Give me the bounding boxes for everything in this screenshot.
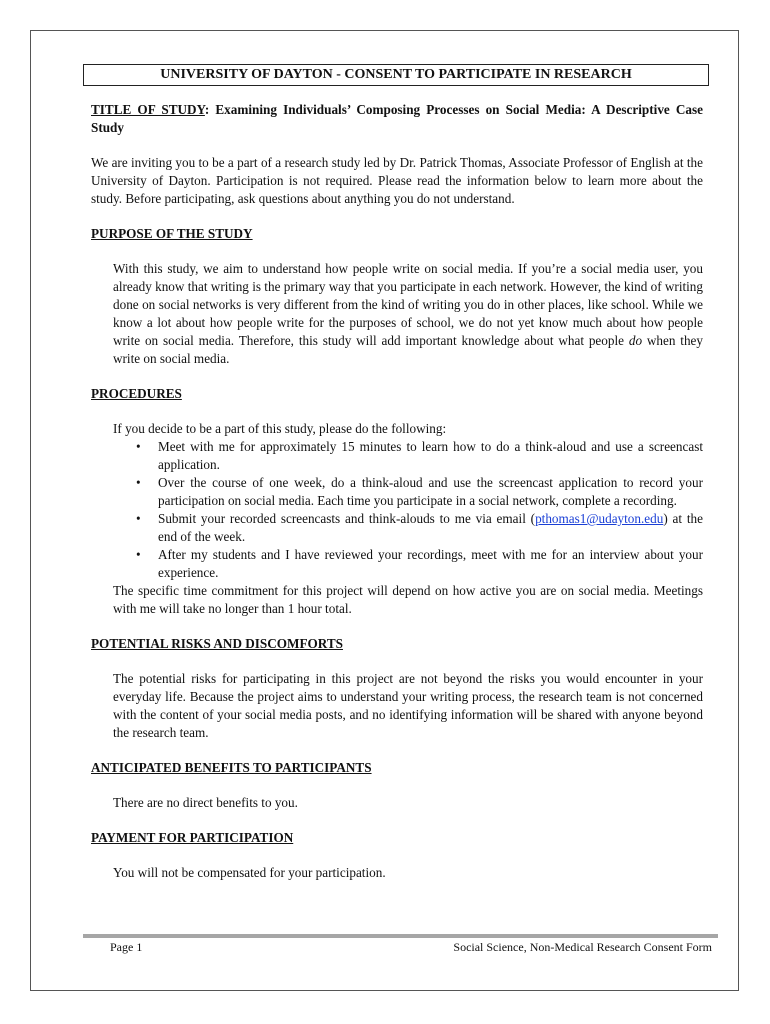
list-item: • Over the course of one week, do a think-aloud and use the screencast application to record your participation on social media. Each time you participate in a social network, complete a recording.: [136, 475, 703, 508]
payment-heading: PAYMENT FOR PARTICIPATION: [91, 830, 294, 845]
bullet-icon: •: [136, 547, 141, 562]
study-title-text: : Examining Individuals’ Composing Processes on Social Media: A Descriptive Case Study: [91, 102, 703, 135]
email-link[interactable]: pthomas1@udayton.edu: [535, 511, 664, 526]
risks-heading: POTENTIAL RISKS AND DISCOMFORTS: [91, 636, 343, 651]
bullet-icon: •: [136, 511, 141, 526]
bullet-icon: •: [136, 439, 141, 454]
purpose-paragraph: With this study, we aim to understand how people write on social media. If you’re a social media user, you already know that writing is the primary way that you participate in each network. However, the kind of writing done on social networks is very different from the kind of writing you do in other places, like school. While we know a lot about how people write for the purposes of school, we do not yet know much about how people write on social media. Therefore, this study will add important knowledge about what people do when they write on social media.: [113, 261, 703, 366]
procedures-heading: PROCEDURES: [91, 386, 182, 401]
benefits-paragraph: There are no direct benefits to you.: [113, 795, 298, 810]
document-body: [91, 101, 703, 882]
study-title-label: TITLE OF STUDY: [91, 102, 205, 117]
procedures-list: [113, 438, 703, 582]
risks-paragraph: The potential risks for participating in this project are not beyond the risks you would encounter in your everyday life. Because the project aims to understand your writing process, the research team is not concerned with the content of your social media posts, and no identifying information will be shared with anyone beyond the research team.: [113, 671, 703, 740]
footer-divider: [83, 934, 718, 938]
intro-paragraph: We are inviting you to be a part of a research study led by Dr. Patrick Thomas, Associate Professor of English at the University of Dayton. Participation is not required. Please read the information below to learn more about the study. Before participating, ask questions about anything you do not understand.: [91, 155, 703, 206]
procedures-lead: If you decide to be a part of this study, please do the following:: [113, 421, 447, 436]
bullet-icon: •: [136, 475, 141, 490]
page-number: Page 1: [110, 940, 143, 954]
list-item: • Submit your recorded screencasts and think-alouds to me via email (pthomas1@udayton.edu) at the end of the week.: [136, 511, 703, 544]
payment-paragraph: You will not be compensated for your participation.: [113, 865, 386, 880]
purpose-heading: PURPOSE OF THE STUDY: [91, 226, 253, 241]
study-title: [91, 101, 703, 137]
procedures-closing: The specific time commitment for this project will depend on how active you are on social media. Meetings with me will take no longer than 1 hour total.: [113, 583, 703, 616]
benefits-heading: ANTICIPATED BENEFITS TO PARTICIPANTS: [91, 760, 372, 775]
document-title: UNIVERSITY OF DAYTON - CONSENT TO PARTICIPATE IN RESEARCH: [83, 64, 709, 86]
procedures-section: [113, 420, 703, 618]
list-item: • After my students and I have reviewed your recordings, meet with me for an interview about your experience.: [136, 547, 703, 580]
form-name: Social Science, Non-Medical Research Consent Form: [453, 940, 712, 954]
list-item: • Meet with me for approximately 15 minutes to learn how to do a think-aloud and use a screencast application.: [136, 439, 703, 472]
